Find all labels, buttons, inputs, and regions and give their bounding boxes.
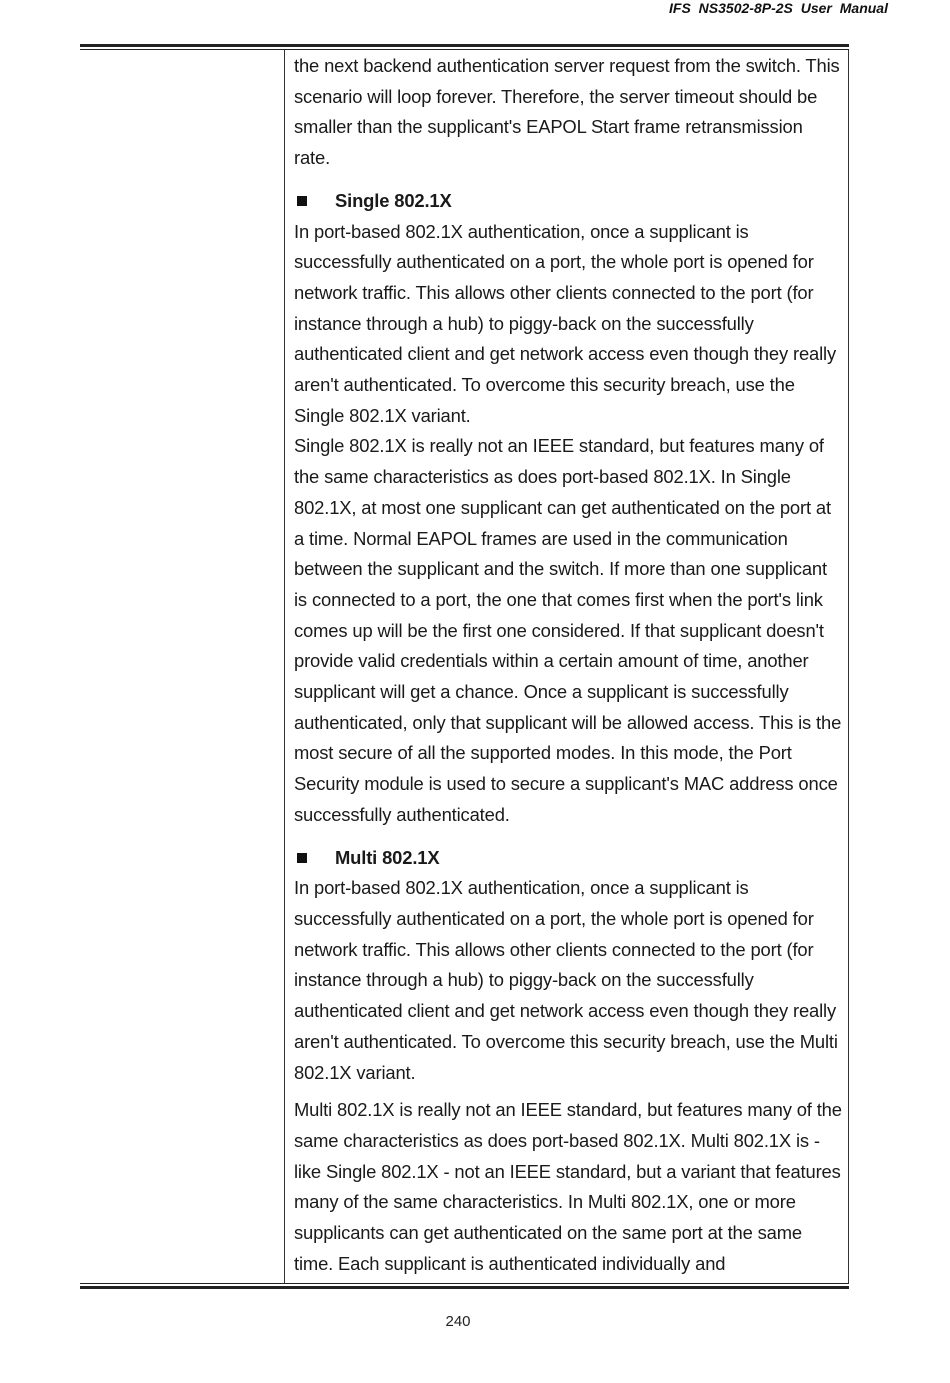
table-bottom-rule (80, 1286, 849, 1289)
page-number: 240 (445, 1313, 471, 1330)
body-paragraph: In port-based 802.1X authentication, once a supplicant is successfully authenticated on a port, the whole port is opened for network traffic. This allows other clients connected to the port (for instance through a hub) to piggy-back on the successfully authenticated client and get network access even though they really aren't authenticated. To overcome this security breach, use the Multi 802.1X variant. (294, 877, 838, 1083)
running-header: IFS NS3502-8P-2S User Manual (669, 0, 888, 16)
section-heading-label: Multi 802.1X (335, 846, 440, 868)
intro-paragraph: the next backend authentication server request from the switch. This scenario will loop forever. Therefore, the server timeout should be smaller than the supplicant's EAPOL Start frame retransmission rate. (294, 55, 840, 169)
section-heading-label: Single 802.1X (335, 189, 452, 211)
table-top-rule-thin (80, 49, 849, 50)
square-bullet-icon (297, 853, 307, 863)
body-paragraph: Multi 802.1X is really not an IEEE standard, but features many of the same characteristics as does port-based 802.1X. Multi 802.1X is - like Single 802.1X - not an IEEE standard, but a variant that features many of the same characteristics. In Multi 802.1X, one or more supplicants can get authenticated on the same port at the same time. Each supplicant is authenticated individually and (294, 1099, 842, 1274)
table-bottom-rule-thin (80, 1283, 849, 1284)
table-top-rule (80, 44, 849, 47)
table-right-border (848, 50, 849, 1284)
section-heading-multi (294, 843, 842, 874)
body-paragraph: Single 802.1X is really not an IEEE standard, but features many of the same characteristics as does port-based 802.1X. In Single 802.1X, at most one supplicant can get authenticated on the port at a time. Normal EAPOL frames are used in the communication between the supplicant and the switch. If more than one supplicant is connected to a port, the one that comes first when the port's link comes up will be the first one considered. If that supplicant doesn't provide valid credentials within a certain amount of time, another supplicant will get a chance. Once a supplicant is successfully authenticated, only that supplicant will be allowed access. This is the most secure of all the supported modes. In this mode, the Port Security module is used to secure a supplicant's MAC address once successfully authenticated. (294, 435, 842, 825)
square-bullet-icon (297, 196, 307, 206)
description-cell (294, 51, 842, 1279)
table-column-divider (284, 50, 285, 1284)
section-heading-single (294, 186, 842, 217)
body-paragraph: In port-based 802.1X authentication, once a supplicant is successfully authenticated on a port, the whole port is opened for network traffic. This allows other clients connected to the port (for instance through a hub) to piggy-back on the successfully authenticated client and get network access even though they really aren't authenticated. To overcome this security breach, use the Single 802.1X variant. (294, 220, 837, 426)
